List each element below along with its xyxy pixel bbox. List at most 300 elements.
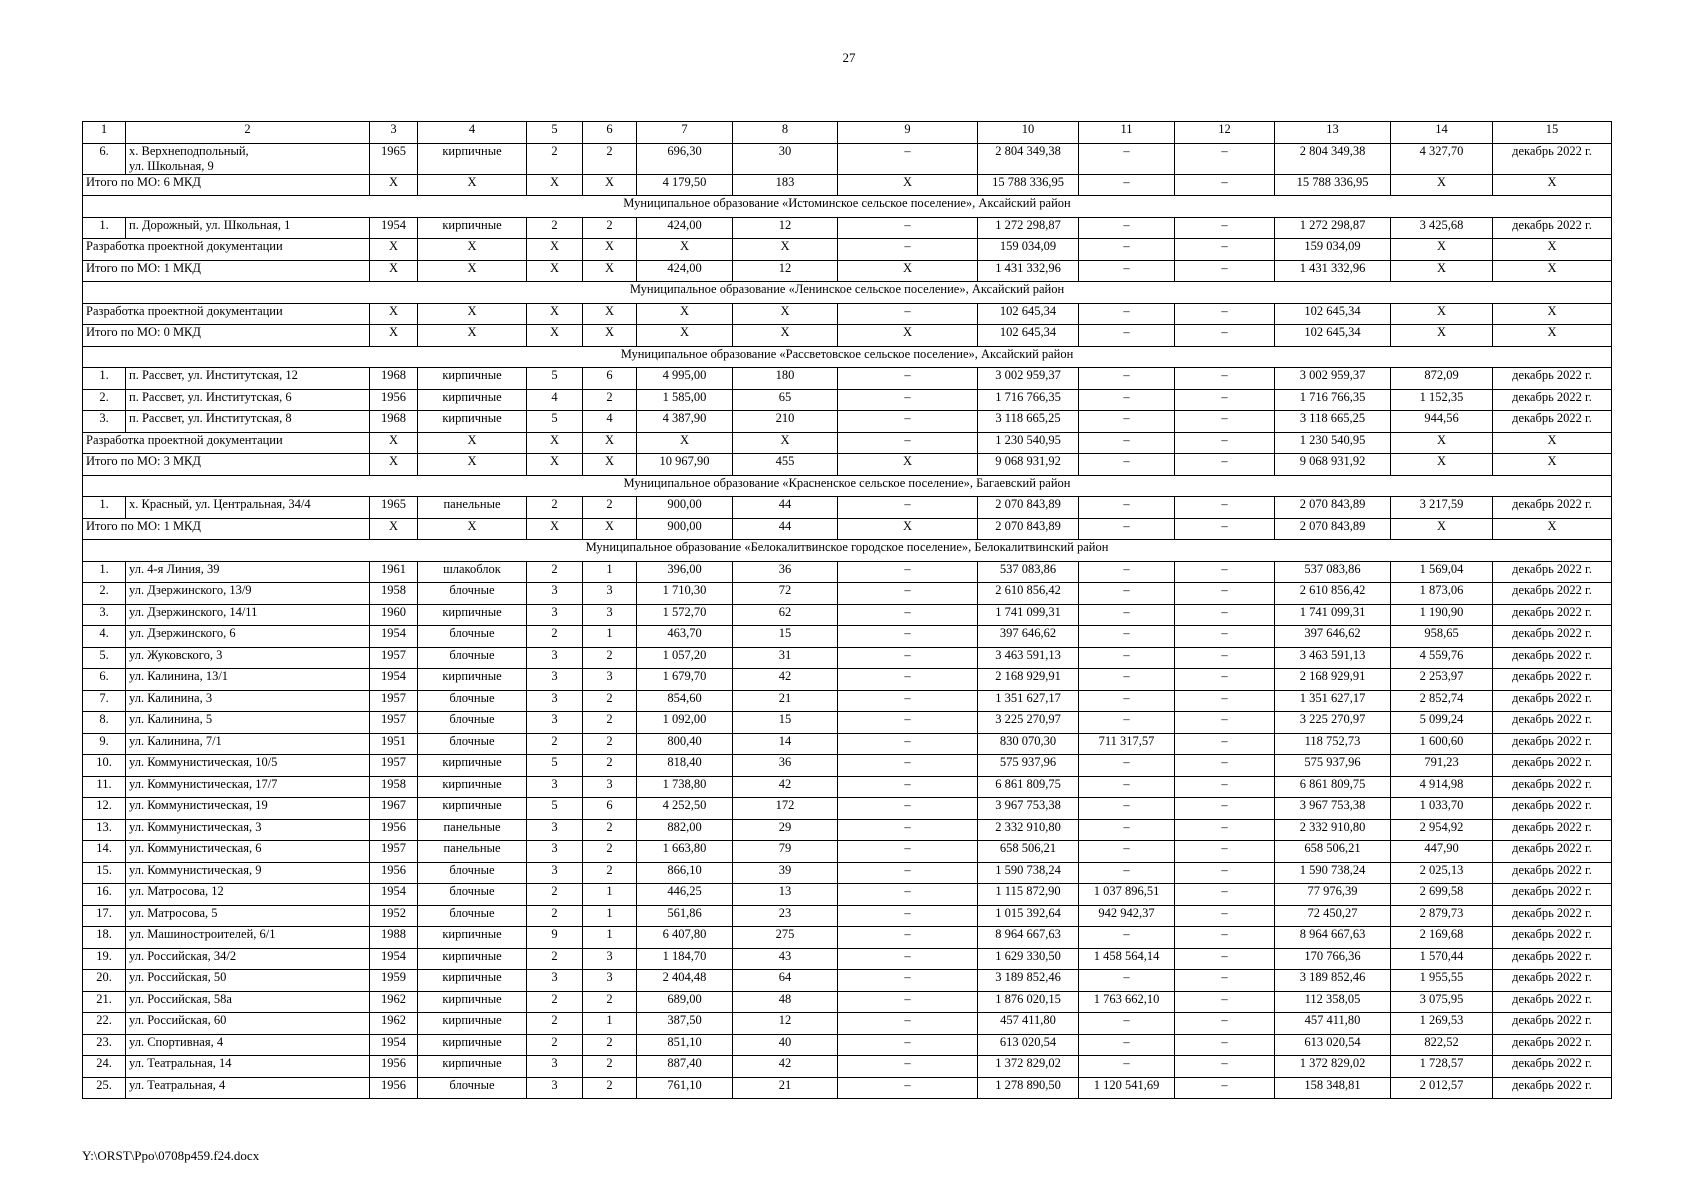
building-cell: 1958 [370, 776, 418, 798]
building-cell: – [1175, 1056, 1275, 1078]
building-row [83, 927, 1612, 949]
building-row [83, 368, 1612, 390]
column-number-header: 3 [370, 122, 418, 144]
summary-cell: X [583, 454, 637, 476]
building-row [83, 819, 1612, 841]
building-cell: 1 570,44 [1391, 948, 1493, 970]
building-cell: 958,65 [1391, 626, 1493, 648]
building-cell: – [1175, 561, 1275, 583]
building-address: ул. Калинина, 7/1 [126, 733, 370, 755]
summary-cell: – [1175, 432, 1275, 454]
building-cell: 3 [583, 970, 637, 992]
building-row [83, 411, 1612, 433]
row-number: 15. [83, 862, 126, 884]
building-address: ул. Коммунистическая, 9 [126, 862, 370, 884]
summary-cell: 183 [733, 174, 838, 196]
building-cell: – [838, 669, 978, 691]
building-cell: 761,10 [637, 1077, 733, 1099]
municipality-title: Муниципальное образование «Красненское сельское поселение», Багаевский район [83, 475, 1612, 497]
building-cell: 8 964 667,63 [978, 927, 1079, 949]
building-cell: – [1175, 690, 1275, 712]
building-cell: 2 168 929,91 [978, 669, 1079, 691]
building-cell: 4 914,98 [1391, 776, 1493, 798]
building-cell: 1 152,35 [1391, 389, 1493, 411]
summary-cell: X [418, 432, 527, 454]
summary-label: Итого по МО: 1 МКД [83, 260, 370, 282]
building-cell: 1 272 298,87 [1275, 217, 1391, 239]
building-cell: декабрь 2022 г. [1493, 368, 1612, 390]
building-cell: 5 099,24 [1391, 712, 1493, 734]
summary-label: Итого по МО: 6 МКД [83, 174, 370, 196]
building-cell: 2 332 910,80 [1275, 819, 1391, 841]
building-cell: 3 225 270,97 [978, 712, 1079, 734]
summary-cell: X [370, 325, 418, 347]
building-cell: 2 [527, 143, 583, 174]
building-cell: 15 [733, 712, 838, 734]
building-cell: 2 070 843,89 [978, 497, 1079, 519]
building-cell: 3 463 591,13 [1275, 647, 1391, 669]
building-cell: 2 [527, 948, 583, 970]
row-number: 21. [83, 991, 126, 1013]
building-row [83, 905, 1612, 927]
row-number: 6. [83, 143, 126, 174]
building-cell: 42 [733, 776, 838, 798]
building-address: ул. Дзержинского, 14/11 [126, 604, 370, 626]
building-cell: блочные [418, 884, 527, 906]
building-cell: 1957 [370, 712, 418, 734]
summary-label: Разработка проектной документации [83, 239, 370, 261]
building-cell: 3 [527, 819, 583, 841]
row-number: 3. [83, 411, 126, 433]
building-cell: шлакоблок [418, 561, 527, 583]
building-cell: 3 [527, 1077, 583, 1099]
building-cell: кирпичные [418, 755, 527, 777]
building-cell: 900,00 [637, 497, 733, 519]
building-cell: – [1175, 217, 1275, 239]
building-cell: декабрь 2022 г. [1493, 798, 1612, 820]
building-cell: декабрь 2022 г. [1493, 143, 1612, 174]
building-cell: 942 942,37 [1079, 905, 1175, 927]
summary-cell: X [583, 303, 637, 325]
building-cell: 1 873,06 [1391, 583, 1493, 605]
municipality-title: Муниципальное образование «Белокалитвинское городское поселение», Белокалитвинский район [83, 540, 1612, 562]
row-number: 23. [83, 1034, 126, 1056]
building-cell: 396,00 [637, 561, 733, 583]
column-number-header: 11 [1079, 122, 1175, 144]
building-row [83, 561, 1612, 583]
building-cell: 1957 [370, 755, 418, 777]
building-cell: 2 [527, 905, 583, 927]
building-cell: – [1175, 497, 1275, 519]
building-cell: 1 057,20 [637, 647, 733, 669]
building-cell: 3 118 665,25 [1275, 411, 1391, 433]
building-row [83, 712, 1612, 734]
building-cell: 2 610 856,42 [978, 583, 1079, 605]
summary-cell: – [1175, 325, 1275, 347]
summary-cell: – [1079, 325, 1175, 347]
row-number: 2. [83, 583, 126, 605]
building-row [83, 143, 1612, 174]
summary-cell: – [1079, 260, 1175, 282]
building-cell: 3 002 959,37 [978, 368, 1079, 390]
building-cell: 944,56 [1391, 411, 1493, 433]
building-cell: 2 169,68 [1391, 927, 1493, 949]
building-cell: 457 411,80 [978, 1013, 1079, 1035]
summary-cell: X [838, 518, 978, 540]
building-cell: 4 327,70 [1391, 143, 1493, 174]
summary-cell: X [1391, 325, 1493, 347]
summary-cell: X [418, 454, 527, 476]
summary-cell: X [370, 432, 418, 454]
building-row [83, 991, 1612, 1013]
building-cell: – [838, 712, 978, 734]
building-cell: декабрь 2022 г. [1493, 690, 1612, 712]
summary-cell: 2 070 843,89 [978, 518, 1079, 540]
building-row [83, 690, 1612, 712]
building-cell: 2 070 843,89 [1275, 497, 1391, 519]
summary-cell: – [1079, 303, 1175, 325]
building-address: ул. Российская, 60 [126, 1013, 370, 1035]
building-cell: 43 [733, 948, 838, 970]
building-cell: 1965 [370, 143, 418, 174]
building-cell: 1962 [370, 1013, 418, 1035]
building-cell: 1 351 627,17 [1275, 690, 1391, 712]
building-row [83, 1034, 1612, 1056]
building-cell: декабрь 2022 г. [1493, 755, 1612, 777]
building-cell: 9 [527, 927, 583, 949]
summary-cell: X [838, 260, 978, 282]
summary-cell: 424,00 [637, 260, 733, 282]
building-cell: 3 [527, 669, 583, 691]
building-cell: 4 995,00 [637, 368, 733, 390]
building-cell: 1 [583, 626, 637, 648]
building-cell: 1 184,70 [637, 948, 733, 970]
summary-cell: X [733, 325, 838, 347]
building-cell: 13 [733, 884, 838, 906]
building-cell: 424,00 [637, 217, 733, 239]
building-cell: – [838, 819, 978, 841]
building-cell: панельные [418, 841, 527, 863]
column-number-header: 9 [838, 122, 978, 144]
building-cell: – [838, 991, 978, 1013]
building-cell: – [1175, 733, 1275, 755]
building-cell: 1959 [370, 970, 418, 992]
building-cell: – [1175, 905, 1275, 927]
summary-cell: – [1079, 454, 1175, 476]
building-cell: 2 [527, 626, 583, 648]
building-cell: – [1175, 948, 1275, 970]
building-cell: – [1175, 1013, 1275, 1035]
building-address: х. Красный, ул. Центральная, 34/4 [126, 497, 370, 519]
summary-row [83, 174, 1612, 196]
building-cell: – [1079, 1034, 1175, 1056]
summary-cell: X [733, 303, 838, 325]
summary-cell: X [1391, 260, 1493, 282]
building-cell: 4 252,50 [637, 798, 733, 820]
summary-cell: 12 [733, 260, 838, 282]
building-cell: 2 [583, 497, 637, 519]
building-row [83, 970, 1612, 992]
row-number: 20. [83, 970, 126, 992]
building-cell: 830 070,30 [978, 733, 1079, 755]
building-cell: 1956 [370, 1056, 418, 1078]
file-path-footer: Y:\ORST\Ppo\0708p459.f24.docx [82, 1148, 260, 1163]
building-cell: 854,60 [637, 690, 733, 712]
building-cell: 2 168 929,91 [1275, 669, 1391, 691]
row-number: 6. [83, 669, 126, 691]
summary-cell: 1 230 540,95 [1275, 432, 1391, 454]
building-cell: 1957 [370, 647, 418, 669]
building-cell: декабрь 2022 г. [1493, 626, 1612, 648]
building-cell: – [838, 583, 978, 605]
building-cell: 1954 [370, 948, 418, 970]
building-row [83, 1077, 1612, 1099]
building-cell: 575 937,96 [978, 755, 1079, 777]
building-cell: 1 590 738,24 [978, 862, 1079, 884]
building-cell: 2 [527, 884, 583, 906]
summary-cell: X [418, 260, 527, 282]
building-cell: 12 [733, 1013, 838, 1035]
building-cell: кирпичные [418, 1034, 527, 1056]
building-cell: 72 450,27 [1275, 905, 1391, 927]
building-cell: – [838, 733, 978, 755]
column-number-header: 4 [418, 122, 527, 144]
building-cell: 1 679,70 [637, 669, 733, 691]
building-cell: декабрь 2022 г. [1493, 1013, 1612, 1035]
building-cell: декабрь 2022 г. [1493, 776, 1612, 798]
building-cell: 2 [583, 733, 637, 755]
building-cell: 6 861 809,75 [1275, 776, 1391, 798]
building-cell: – [1175, 884, 1275, 906]
summary-cell: X [418, 518, 527, 540]
summary-cell: X [1493, 518, 1612, 540]
row-number: 10. [83, 755, 126, 777]
page-number: 27 [842, 50, 856, 65]
summary-cell: X [733, 432, 838, 454]
building-address: п. Дорожный, ул. Школьная, 1 [126, 217, 370, 239]
building-cell: 2 [583, 862, 637, 884]
building-cell: 29 [733, 819, 838, 841]
building-address: п. Рассвет, ул. Институтская, 6 [126, 389, 370, 411]
building-cell: – [838, 411, 978, 433]
building-cell: кирпичные [418, 368, 527, 390]
building-cell: – [1079, 755, 1175, 777]
building-address: ул. Дзержинского, 13/9 [126, 583, 370, 605]
building-cell: кирпичные [418, 143, 527, 174]
building-cell: 397 646,62 [1275, 626, 1391, 648]
building-cell: 1 629 330,50 [978, 948, 1079, 970]
housing-repair-table [82, 121, 1612, 1099]
building-cell: – [1175, 583, 1275, 605]
row-number: 17. [83, 905, 126, 927]
summary-cell: X [838, 325, 978, 347]
column-number-header: 14 [1391, 122, 1493, 144]
summary-cell: X [527, 239, 583, 261]
building-cell: 23 [733, 905, 838, 927]
summary-cell: X [418, 174, 527, 196]
building-cell: кирпичные [418, 1013, 527, 1035]
building-cell: – [838, 690, 978, 712]
row-number: 1. [83, 368, 126, 390]
summary-cell: 9 068 931,92 [1275, 454, 1391, 476]
building-cell: – [1175, 143, 1275, 174]
building-cell: – [1175, 626, 1275, 648]
building-cell: 1967 [370, 798, 418, 820]
summary-cell: X [1493, 303, 1612, 325]
building-cell: декабрь 2022 г. [1493, 389, 1612, 411]
summary-cell: – [838, 239, 978, 261]
building-cell: 1 663,80 [637, 841, 733, 863]
summary-cell: – [1079, 174, 1175, 196]
building-address: ул. Российская, 58а [126, 991, 370, 1013]
column-number-header: 5 [527, 122, 583, 144]
summary-cell: X [1493, 432, 1612, 454]
building-cell: – [838, 497, 978, 519]
building-cell: 1961 [370, 561, 418, 583]
building-cell: кирпичные [418, 991, 527, 1013]
row-number: 22. [83, 1013, 126, 1035]
building-address: ул. Спортивная, 4 [126, 1034, 370, 1056]
building-cell: 2 [583, 647, 637, 669]
building-cell: – [1079, 389, 1175, 411]
building-cell: 2 [583, 217, 637, 239]
summary-cell: X [418, 239, 527, 261]
building-cell: 2 [583, 1077, 637, 1099]
summary-cell: – [1175, 303, 1275, 325]
building-cell: 1 015 392,64 [978, 905, 1079, 927]
column-number-header: 12 [1175, 122, 1275, 144]
building-cell: 851,10 [637, 1034, 733, 1056]
building-cell: 791,23 [1391, 755, 1493, 777]
building-cell: – [1175, 776, 1275, 798]
building-cell: 275 [733, 927, 838, 949]
building-cell: 3 425,68 [1391, 217, 1493, 239]
building-address: ул. Российская, 50 [126, 970, 370, 992]
summary-cell: 102 645,34 [1275, 325, 1391, 347]
building-cell: – [838, 1056, 978, 1078]
building-cell: декабрь 2022 г. [1493, 604, 1612, 626]
building-address: ул. Калинина, 5 [126, 712, 370, 734]
building-cell: 1 710,30 [637, 583, 733, 605]
building-cell: декабрь 2022 г. [1493, 948, 1612, 970]
municipality-section-row [83, 346, 1612, 368]
building-cell: 658 506,21 [1275, 841, 1391, 863]
summary-cell: – [1079, 239, 1175, 261]
summary-cell: X [838, 174, 978, 196]
building-cell: 866,10 [637, 862, 733, 884]
row-number: 25. [83, 1077, 126, 1099]
column-number-row [83, 122, 1612, 144]
building-address: ул. Театральная, 4 [126, 1077, 370, 1099]
building-cell: 2 699,58 [1391, 884, 1493, 906]
building-cell: 1 728,57 [1391, 1056, 1493, 1078]
column-number-header: 2 [126, 122, 370, 144]
building-cell: 1 033,70 [1391, 798, 1493, 820]
summary-cell: X [527, 325, 583, 347]
building-row [83, 497, 1612, 519]
row-number: 19. [83, 948, 126, 970]
summary-cell: X [527, 260, 583, 282]
row-number: 12. [83, 798, 126, 820]
building-cell: кирпичные [418, 798, 527, 820]
building-cell: – [1175, 819, 1275, 841]
summary-label: Итого по МО: 0 МКД [83, 325, 370, 347]
municipality-title: Муниципальное образование «Истоминское сельское поселение», Аксайский район [83, 196, 1612, 218]
building-cell: 613 020,54 [978, 1034, 1079, 1056]
building-cell: 77 976,39 [1275, 884, 1391, 906]
municipality-title: Муниципальное образование «Ленинское сельское поселение», Аксайский район [83, 282, 1612, 304]
building-cell: 3 [527, 970, 583, 992]
building-cell: декабрь 2022 г. [1493, 1077, 1612, 1099]
summary-cell: X [1391, 239, 1493, 261]
building-address: ул. Матросова, 5 [126, 905, 370, 927]
building-cell: 3 [583, 669, 637, 691]
building-cell: кирпичные [418, 1056, 527, 1078]
building-cell: 42 [733, 1056, 838, 1078]
building-cell: – [1079, 669, 1175, 691]
building-cell: 1957 [370, 690, 418, 712]
building-cell: блочные [418, 733, 527, 755]
building-address: п. Рассвет, ул. Институтская, 8 [126, 411, 370, 433]
building-cell: блочные [418, 626, 527, 648]
building-address: ул. Коммунистическая, 17/7 [126, 776, 370, 798]
building-address: ул. Коммунистическая, 19 [126, 798, 370, 820]
building-cell: 1 600,60 [1391, 733, 1493, 755]
building-address: ул. Калинина, 3 [126, 690, 370, 712]
summary-cell: – [1175, 518, 1275, 540]
building-cell: 31 [733, 647, 838, 669]
summary-cell: X [583, 325, 637, 347]
building-cell: декабрь 2022 г. [1493, 1034, 1612, 1056]
building-cell: декабрь 2022 г. [1493, 669, 1612, 691]
building-cell: 2 [527, 1034, 583, 1056]
building-address: х. Верхнеподпольный, ул. Школьная, 9 [126, 143, 370, 174]
building-cell: 1956 [370, 819, 418, 841]
summary-cell: X [527, 454, 583, 476]
building-cell: кирпичные [418, 970, 527, 992]
summary-cell: X [637, 432, 733, 454]
building-cell: 39 [733, 862, 838, 884]
building-cell: 1 716 766,35 [1275, 389, 1391, 411]
building-cell: 1956 [370, 1077, 418, 1099]
building-cell: – [838, 862, 978, 884]
building-cell: – [1079, 604, 1175, 626]
building-cell: 575 937,96 [1275, 755, 1391, 777]
building-cell: 3 [583, 583, 637, 605]
building-row [83, 604, 1612, 626]
building-cell: декабрь 2022 г. [1493, 991, 1612, 1013]
building-cell: 1 716 766,35 [978, 389, 1079, 411]
building-address: ул. Дзержинского, 6 [126, 626, 370, 648]
summary-cell: X [370, 260, 418, 282]
building-cell: 170 766,36 [1275, 948, 1391, 970]
building-cell: 872,09 [1391, 368, 1493, 390]
municipality-section-row [83, 282, 1612, 304]
building-cell: 36 [733, 755, 838, 777]
building-cell: 40 [733, 1034, 838, 1056]
building-cell: 3 967 753,38 [1275, 798, 1391, 820]
building-row [83, 884, 1612, 906]
summary-cell: 15 788 336,95 [978, 174, 1079, 196]
building-cell: 3 [527, 690, 583, 712]
building-cell: 3 [527, 604, 583, 626]
row-number: 1. [83, 217, 126, 239]
building-cell: 2 [583, 1056, 637, 1078]
building-cell: – [838, 841, 978, 863]
summary-row [83, 518, 1612, 540]
building-cell: кирпичные [418, 948, 527, 970]
building-cell: декабрь 2022 г. [1493, 1056, 1612, 1078]
